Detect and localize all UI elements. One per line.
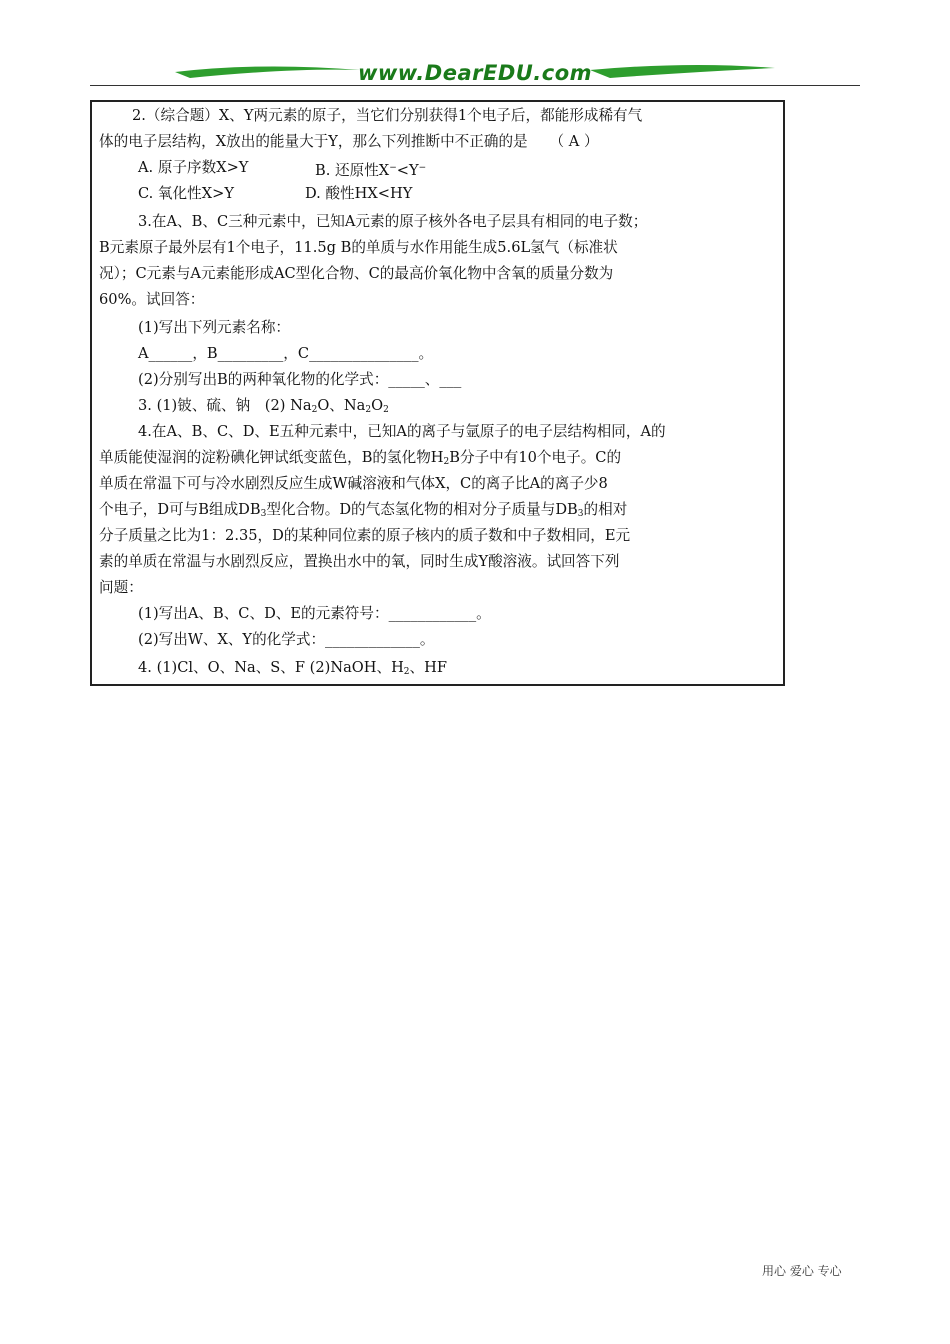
p3-line1: 3.在A、B、C三种元素中，已知A元素的原子核外各电子层具有相同的电子数； xyxy=(138,213,648,230)
p2-option-b: B. 还原性X−<Y− xyxy=(315,162,427,179)
p2-line1: 2.（综合题）X、Y两元素的原子，当它们分别获得1个电子后，都能形成稀有气 xyxy=(132,107,643,124)
p3-line2: B元素原子最外层有1个电子，11.5g B的单质与水作用能生成5.6L氢气（标准状 xyxy=(99,239,618,256)
p4-line4: 个电子，D可与B组成$DB_3$型化合物。D的气态氢化物的相对分子质量与$DB_3$的相对 xyxy=(99,501,628,519)
problem-box xyxy=(90,100,785,686)
p4-answer: 4. (1)Cl、O、Na、S、F (2)NaOH、$H_2$、HF xyxy=(138,659,447,677)
p3-line4: 60%。试回答： xyxy=(99,291,205,308)
p4-line7: 问题： xyxy=(99,579,143,596)
p4-line1: 4.在A、B、C、D、E五种元素中，已知A的离子与氩原子的电子层结构相同，A的 xyxy=(138,423,666,440)
p4-question2: (2)写出W、X、Y的化学式：_____________。 xyxy=(138,631,435,648)
p3-question2: (2)分别写出B的两种氧化物的化学式：_____、___ xyxy=(138,371,462,388)
p3-answer: 3. (1)铍、硫、钠 (2) $Na_2O$、$Na_2O_2$ xyxy=(138,397,389,415)
p3-line3: 况）；C元素与A元素能形成AC型化合物、C的最高价氧化物中含氧的质量分数为 xyxy=(99,265,614,282)
p4-question1: (1)写出A、B、C、D、E的元素符号：____________。 xyxy=(138,605,491,622)
p2-option-c: C. 氧化性X>Y xyxy=(138,185,234,202)
header-divider xyxy=(90,85,860,86)
p4-line3: 单质在常温下可与冷水剧烈反应生成W碱溶液和气体X，C的离子比A的离子少8 xyxy=(99,475,608,492)
p3-question1-blanks: A______，B_________，C_______________。 xyxy=(138,345,434,362)
p4-line6: 素的单质在常温与水剧烈反应，置换出水中的氧，同时生成Y酸溶液。试回答下列 xyxy=(99,553,620,570)
p2-option-d: D. 酸性HX<HY xyxy=(305,185,413,202)
footer-slogan: 用心 爱心 专心 xyxy=(762,1264,842,1278)
p4-line5: 分子质量之比为1：2.35，D的某种同位素的原子核内的质子数和中子数相同，E元 xyxy=(99,527,631,544)
p4-line2: 单质能使湿润的淀粉碘化钾试纸变蓝色，B的氢化物$H_2B$分子中有10个电子。C的 xyxy=(99,449,622,467)
p2-line2: 体的电子层结构，X放出的能量大于Y，那么下列推断中不正确的是 （ A ） xyxy=(99,133,599,150)
p3-question1: (1)写出下列元素名称： xyxy=(138,319,291,336)
p2-option-a: A. 原子序数X>Y xyxy=(138,159,249,176)
site-logo-text[interactable]: www.DearEDU.com xyxy=(357,61,593,85)
